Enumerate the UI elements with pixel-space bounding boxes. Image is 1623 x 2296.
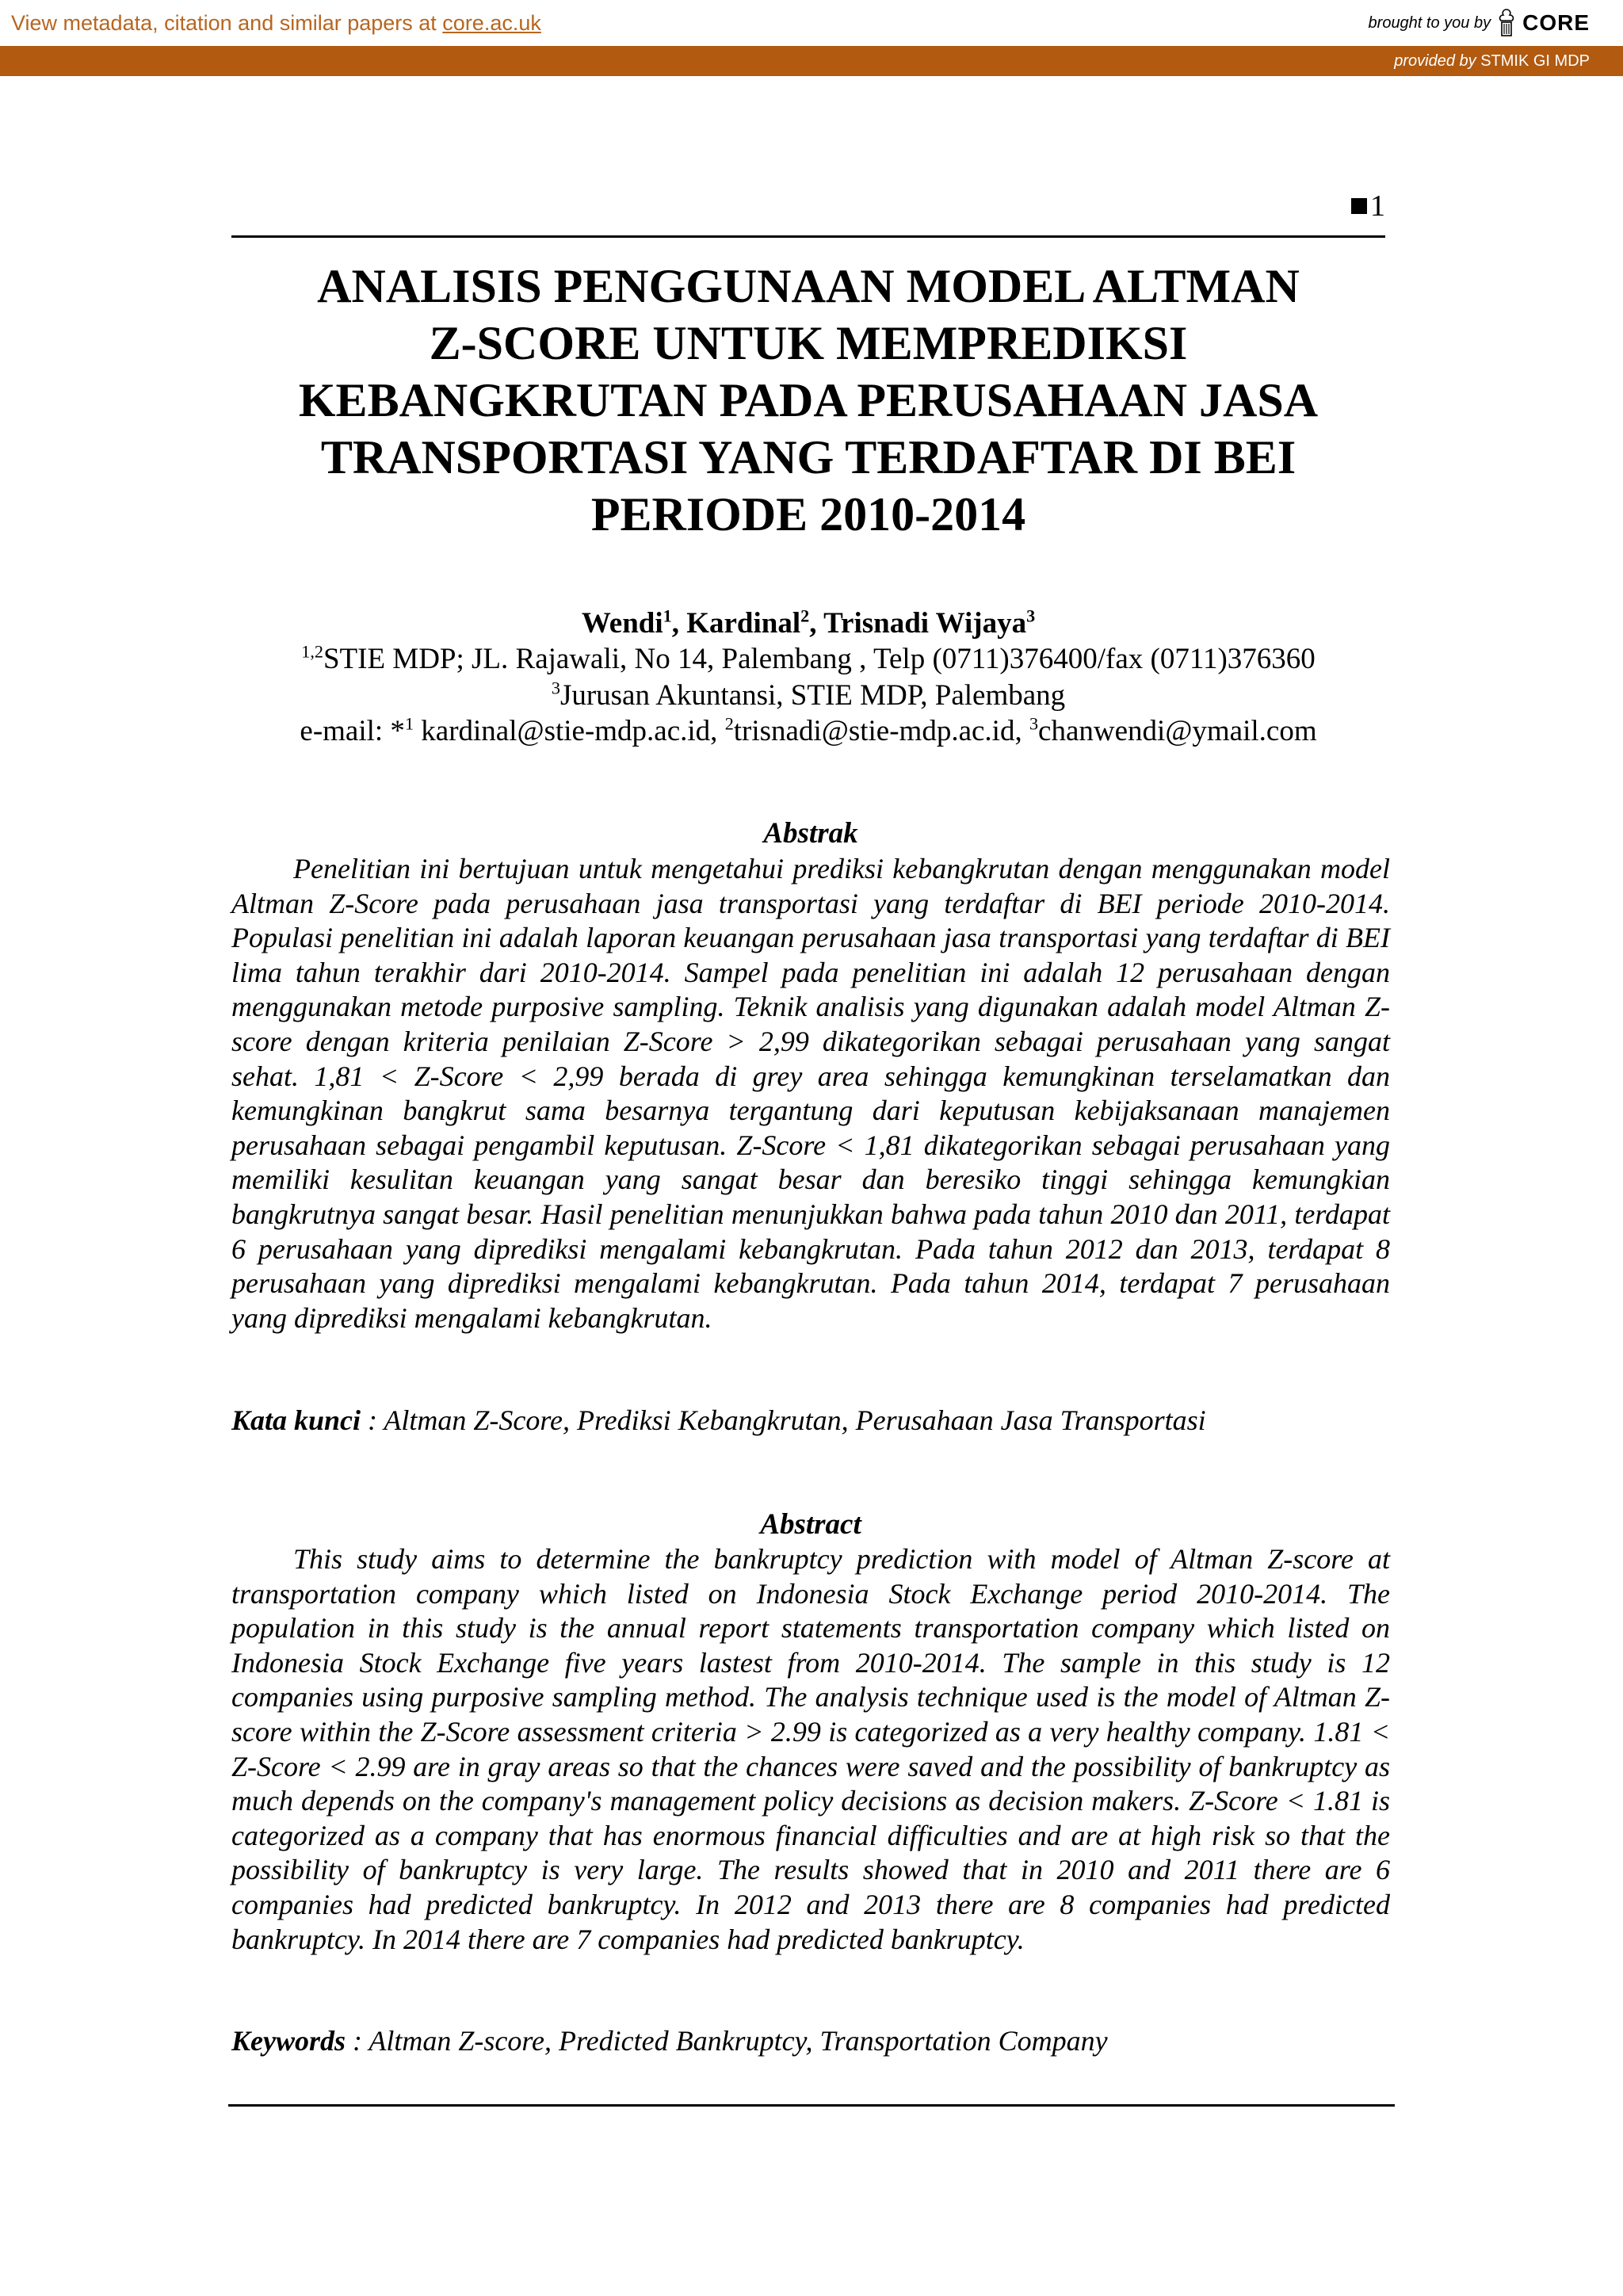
keywords — [231, 2023, 1390, 2058]
author-sup: 3 — [1026, 606, 1036, 626]
title-line: TRANSPORTASI YANG TERDAFTAR DI BEI — [320, 431, 1296, 483]
abstract-body: This study aims to determine the bankruptcy prediction with model of Altman Z-score at transportation company which listed on Indonesia Stock Exchange period 2010-2014. The population in this study is the annual report statements transportation company which listed on Indonesia Stock Exchange five years lastest from 2010-2014. The sample in this study is 12 companies using purposive sampling method. The analysis technique used is the model of Altman Z-score within the Z-Score assessment criteria > 2.99 is categorized as a very healthy company. 1.81 < Z-Score < 2.99 are in gray areas so that the chances were saved and the possibility of bankruptcy as much depends on the company's management policy decisions as decision makers. Z-Score < 1.81 is categorized as a company that has enormous financial difficulties and are at high risk so that the possibility of bankruptcy is very large. The results showed that in 2010 and 2011 there are 6 companies had predicted bankruptcy. In 2012 and 2013 there are 8 companies had predicted bankruptcy. In 2014 there are 7 companies had predicted bankruptcy. — [231, 1543, 1390, 1955]
email-address: trisnadi@stie-mdp.ac.id, — [733, 715, 1029, 747]
keywords-label: Keywords — [231, 2025, 346, 2057]
author-name: Wendi — [581, 607, 663, 640]
affiliation-line — [231, 678, 1385, 714]
affiliation-text: Jurusan Akuntansi, STIE MDP, Palembang — [559, 679, 1066, 712]
core-link[interactable]: core.ac.uk — [442, 11, 541, 35]
author-sup: 2 — [800, 606, 810, 626]
abstract-heading: Abstract — [760, 1508, 861, 1541]
affiliation-sup: 1,2 — [301, 641, 323, 662]
page-number-value: 1 — [1370, 189, 1385, 223]
provided-by-text — [1394, 52, 1590, 71]
author-name: Trisnadi Wijaya — [823, 607, 1027, 640]
title-line: Z-SCORE UNTUK MEMPREDIKSI — [429, 317, 1188, 369]
square-bullet-icon — [1351, 198, 1367, 214]
core-logo-icon — [1495, 8, 1518, 38]
brought-by-label: brought to you by — [1368, 13, 1491, 32]
affiliation-sup: 3 — [551, 678, 560, 698]
abstrak-heading: Abstrak — [763, 817, 858, 850]
paper-title — [231, 258, 1385, 543]
email-sup: 1 — [404, 713, 414, 734]
author-sup: 1 — [663, 606, 672, 626]
email-address: chanwendi@ymail.com — [1038, 715, 1317, 747]
kata-kunci — [231, 1403, 1390, 1438]
email-address: kardinal@stie-mdp.ac.id, — [414, 715, 725, 747]
title-line: ANALISIS PENGGUNAAN MODEL ALTMAN — [317, 260, 1300, 312]
page-number — [1351, 189, 1385, 223]
kata-kunci-text: : Altman Z-Score, Prediksi Kebangkrutan, Perusahaan Jasa Transportasi — [361, 1404, 1206, 1436]
email-line — [231, 713, 1385, 750]
provided-by-label: provided by — [1394, 52, 1476, 70]
core-metadata-prefix: View metadata, citation and similar papers at — [11, 11, 443, 35]
affiliation-line — [231, 641, 1385, 678]
header-rule — [231, 235, 1385, 238]
footer-rule — [228, 2104, 1395, 2107]
email-prefix: e-mail: * — [300, 715, 405, 747]
author-name: Kardinal — [686, 607, 801, 640]
core-brought-by[interactable] — [1369, 8, 1590, 38]
title-line: KEBANGKRUTAN PADA PERUSAHAAN JASA — [298, 374, 1319, 426]
title-line: PERIODE 2010-2014 — [590, 488, 1026, 541]
kata-kunci-label: Kata kunci — [231, 1404, 361, 1436]
abstrak-body: Penelitian ini bertujuan untuk mengetahui prediksi kebangkrutan dengan menggunakan model Altman Z-Score pada perusahaan jasa transportasi yang terdaftar di BEI periode 2010-2014. Populasi penelitian ini adalah laporan keuangan perusahaan jasa transportasi yang terdaftar di BEI lima tahun terakhir dari 2010-2014. Sampel pada penelitian ini adalah 12 perusahaan dengan menggunakan metode purposive sampling. Teknik analisis yang digunakan adalah model Altman Z-score dengan kriteria penilaian Z-Score > 2,99 dikategorikan sebagai perusahaan yang sangat sehat. 1,81 < Z-Score < 2,99 berada di grey area sehingga kemungkinan terselamatkan dan kemungkinan bangkrut sama besarnya tergantung dari keputusan kebijaksanaan manajemen perusahaan sebagai pengambil keputusan. Z-Score < 1,81 dikategorikan sebagai perusahaan yang memiliki kesulitan keuangan yang sangat besar dan beresiko tinggi sehingga kemungkian bangkrutnya sangat besar. Hasil penelitian menunjukkan bahwa pada tahun 2010 dan 2011, terdapat 6 perusahaan yang diprediksi mengalami kebangkrutan. Pada tahun 2012 dan 2013, terdapat 8 perusahaan yang diprediksi mengalami kebangkrutan. Pada tahun 2014, terdapat 7 perusahaan yang diprediksi mengalami kebangkrutan. — [231, 853, 1390, 1334]
email-sup: 2 — [724, 713, 734, 734]
affiliation-text: STIE MDP; JL. Rajawali, No 14, Palembang , Telp (0711)376400/fax (0711)376360 — [323, 643, 1316, 675]
core-logo-text: CORE — [1522, 10, 1590, 35]
core-provided-bar — [0, 46, 1623, 76]
email-sup: 3 — [1029, 713, 1039, 734]
core-metadata-text — [11, 11, 541, 36]
core-banner — [0, 0, 1623, 46]
keywords-text: : Altman Z-score, Predicted Bankruptcy, Transportation Company — [346, 2025, 1108, 2057]
author-list: Wendi$^1$, Kardinal$^2$, Trisnadi Wijaya$^3$ — [581, 606, 1036, 640]
provider-name: STMIK GI MDP — [1480, 52, 1590, 70]
